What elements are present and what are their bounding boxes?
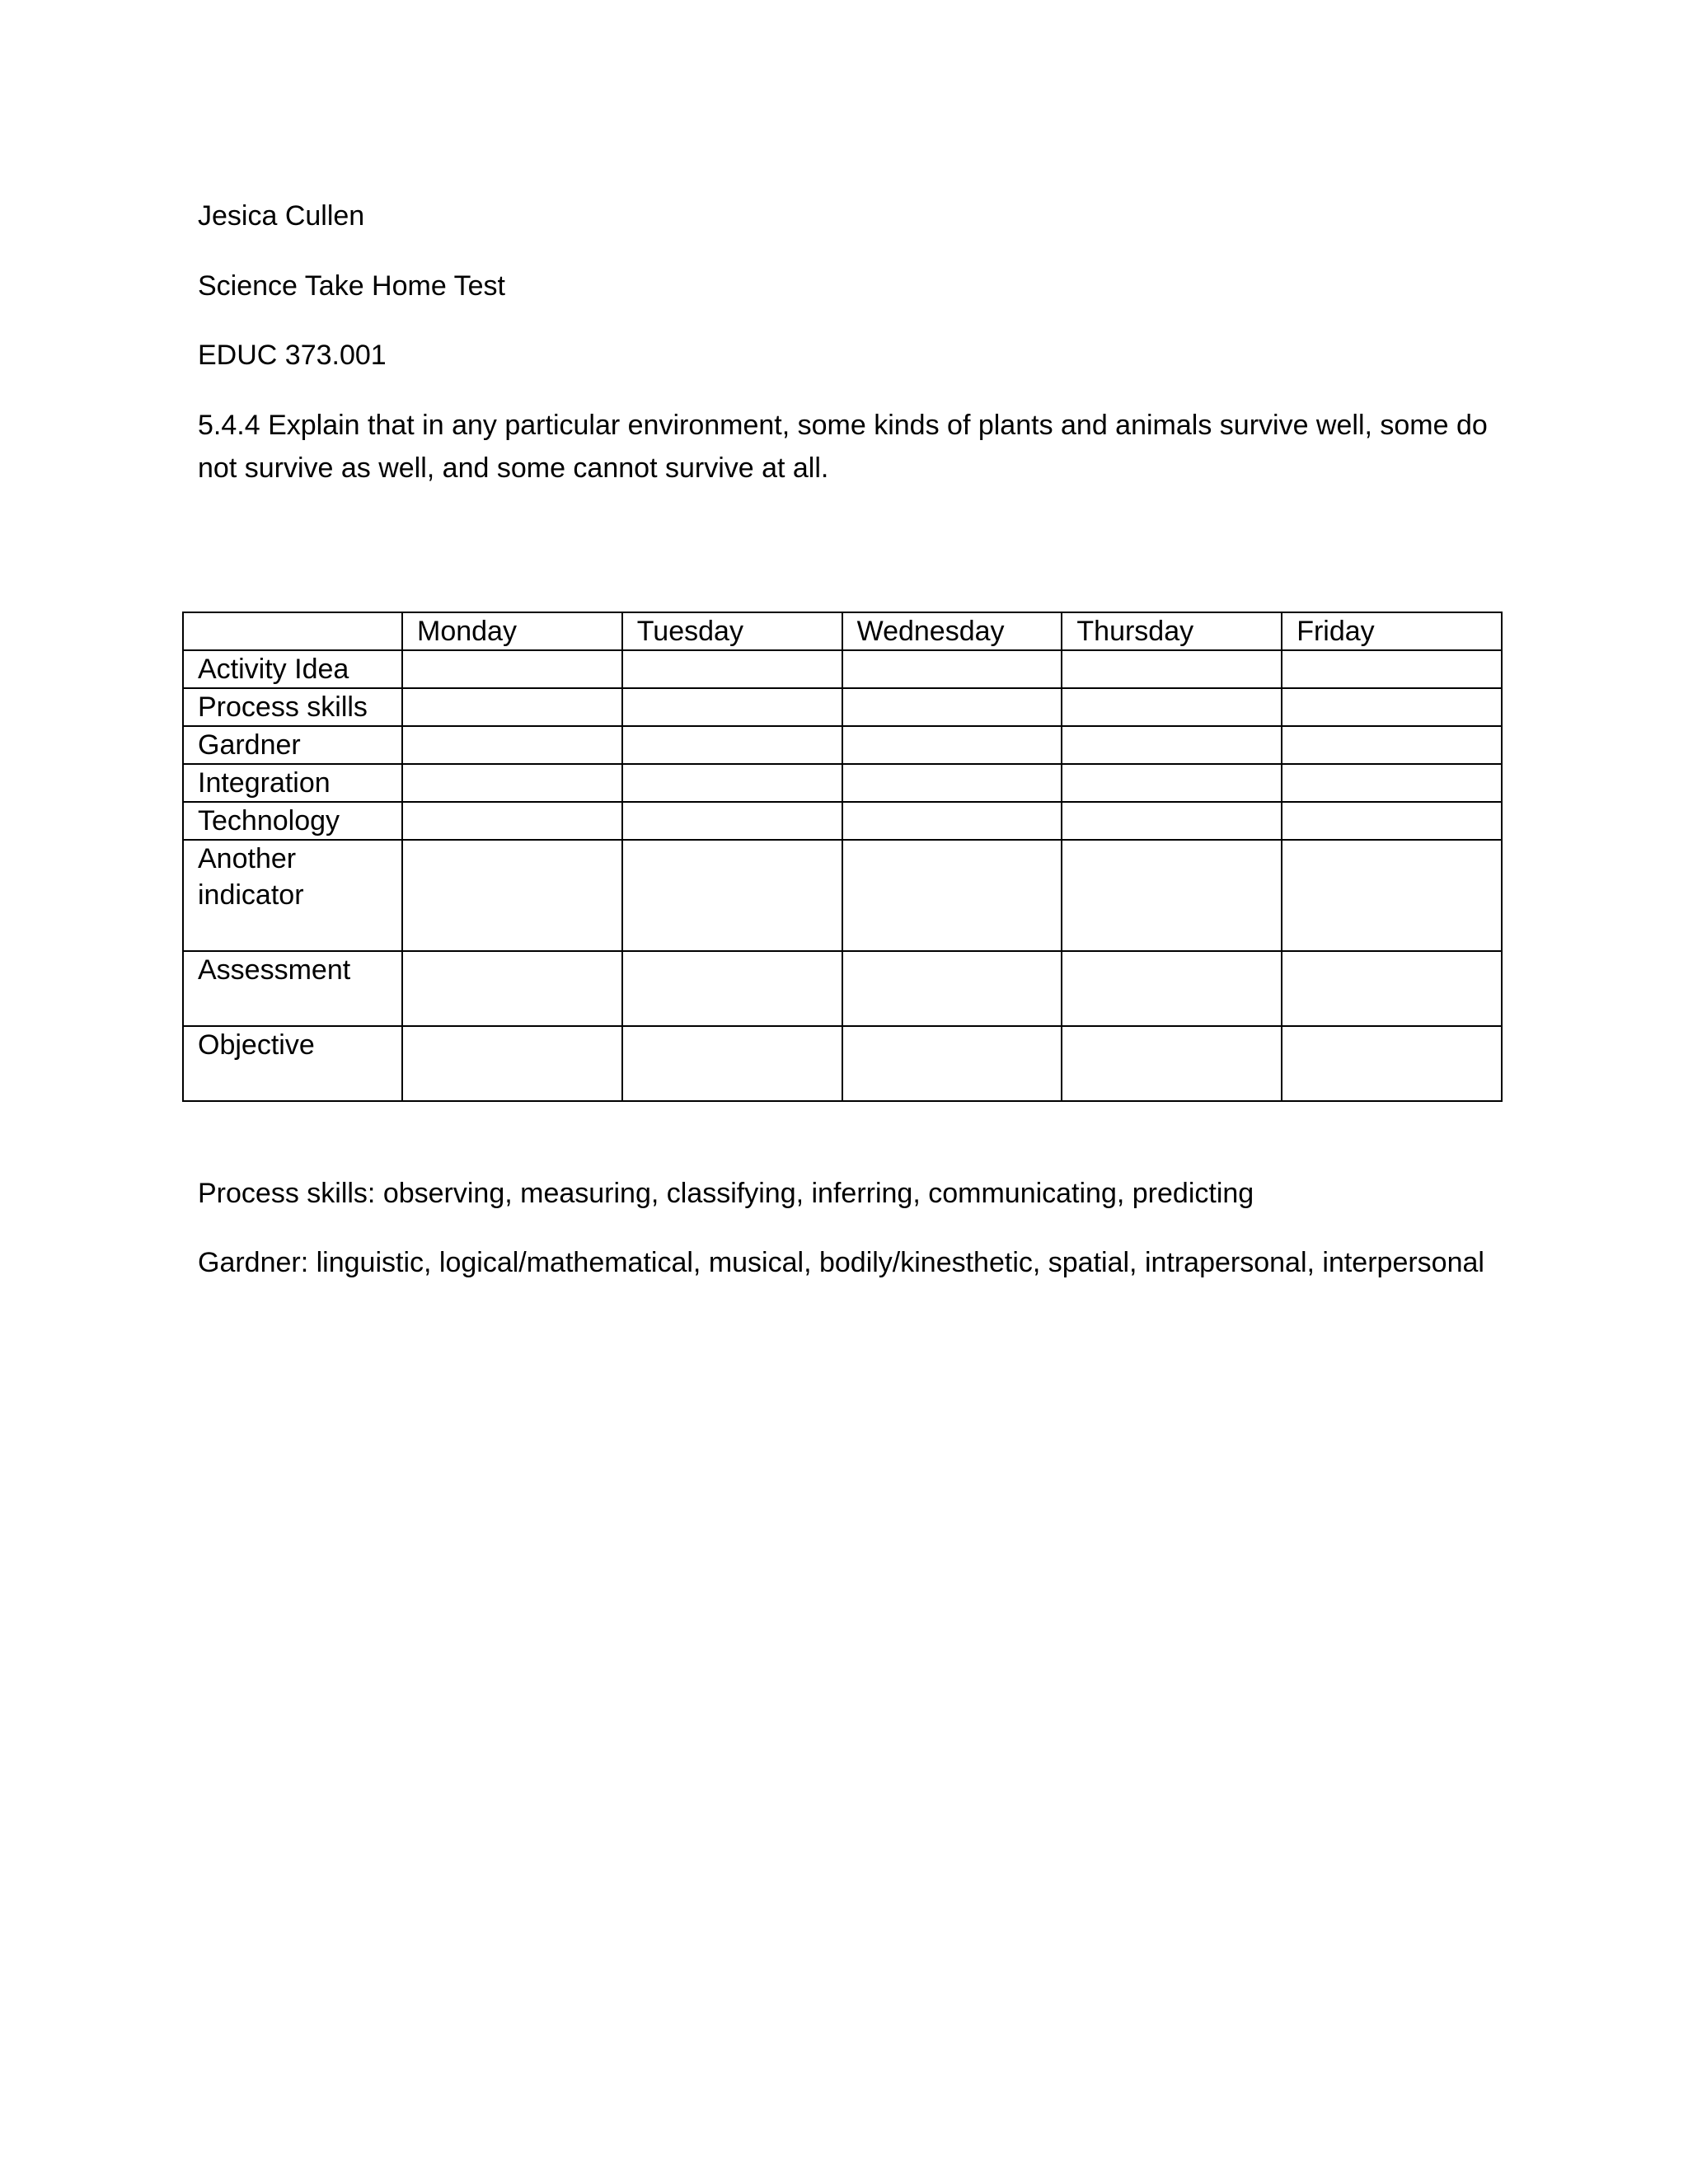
table-cell	[842, 840, 1062, 951]
table-cell	[402, 840, 622, 951]
table-cell	[1282, 840, 1502, 951]
table-cell	[622, 951, 842, 1026]
header-wednesday: Wednesday	[842, 612, 1062, 650]
table-cell	[842, 802, 1062, 840]
table-cell	[622, 1026, 842, 1101]
standard-text: 5.4.4 Explain that in any particular environment, some kinds of plants and animals survive well, some do not survive as well, and some cannot survive at all.	[198, 410, 1488, 484]
table-cell	[1062, 802, 1282, 840]
table-cell	[1062, 840, 1282, 951]
table-cell	[622, 650, 842, 688]
table-cell	[842, 650, 1062, 688]
table-cell	[842, 951, 1062, 1026]
table-cell	[402, 688, 622, 726]
table-row	[183, 650, 1502, 688]
table-header-row	[183, 612, 1502, 650]
header-corner-cell	[183, 612, 402, 650]
process-skills-note: Process skills: observing, measuring, classifying, inferring, communicating, predicting	[198, 1178, 1254, 1209]
table-cell	[842, 688, 1062, 726]
row-label-technology: Technology	[183, 802, 402, 840]
table-cell	[402, 764, 622, 802]
table-cell	[842, 764, 1062, 802]
row-label-another-indicator: Another indicator	[183, 840, 402, 951]
table-cell	[1062, 1026, 1282, 1101]
lesson-plan-table	[182, 612, 1503, 1102]
row-label-objective: Objective	[183, 1026, 402, 1101]
table-cell	[622, 802, 842, 840]
table-row	[183, 840, 1502, 951]
table-cell	[402, 726, 622, 764]
row-label-integration: Integration	[183, 764, 402, 802]
header-monday: Monday	[402, 612, 622, 650]
header-friday: Friday	[1282, 612, 1502, 650]
table-cell	[622, 840, 842, 951]
table-row	[183, 688, 1502, 726]
table-cell	[402, 951, 622, 1026]
table-cell	[1062, 650, 1282, 688]
table-cell	[402, 802, 622, 840]
table-cell	[1282, 726, 1502, 764]
table-cell	[1282, 650, 1502, 688]
table-cell	[622, 726, 842, 764]
row-label-assessment: Assessment	[183, 951, 402, 1026]
header-tuesday: Tuesday	[622, 612, 842, 650]
table-cell	[1282, 764, 1502, 802]
table-row	[183, 764, 1502, 802]
gardner-note: Gardner: linguistic, logical/mathematical, musical, bodily/kinesthetic, spatial, intrapersonal, interpersonal	[198, 1247, 1484, 1278]
table-cell	[622, 764, 842, 802]
table-cell	[1282, 688, 1502, 726]
table-cell	[1282, 802, 1502, 840]
header-thursday: Thursday	[1062, 612, 1282, 650]
table-cell	[622, 688, 842, 726]
table-cell	[1282, 951, 1502, 1026]
table-cell	[402, 1026, 622, 1101]
table-cell	[1062, 951, 1282, 1026]
table-row	[183, 726, 1502, 764]
table-cell	[842, 726, 1062, 764]
student-name: Jesica Cullen	[198, 200, 365, 232]
table-cell	[1062, 726, 1282, 764]
row-label-gardner: Gardner	[183, 726, 402, 764]
row-label-process-skills: Process skills	[183, 688, 402, 726]
test-title: Science Take Home Test	[198, 270, 505, 302]
table-row	[183, 1026, 1502, 1101]
table-row	[183, 802, 1502, 840]
table-row	[183, 951, 1502, 1026]
table-cell	[1062, 764, 1282, 802]
table-cell	[1282, 1026, 1502, 1101]
table-cell	[842, 1026, 1062, 1101]
table-cell	[402, 650, 622, 688]
table-cell	[1062, 688, 1282, 726]
row-label-activity-idea: Activity Idea	[183, 650, 402, 688]
course-code: EDUC 373.001	[198, 340, 387, 371]
